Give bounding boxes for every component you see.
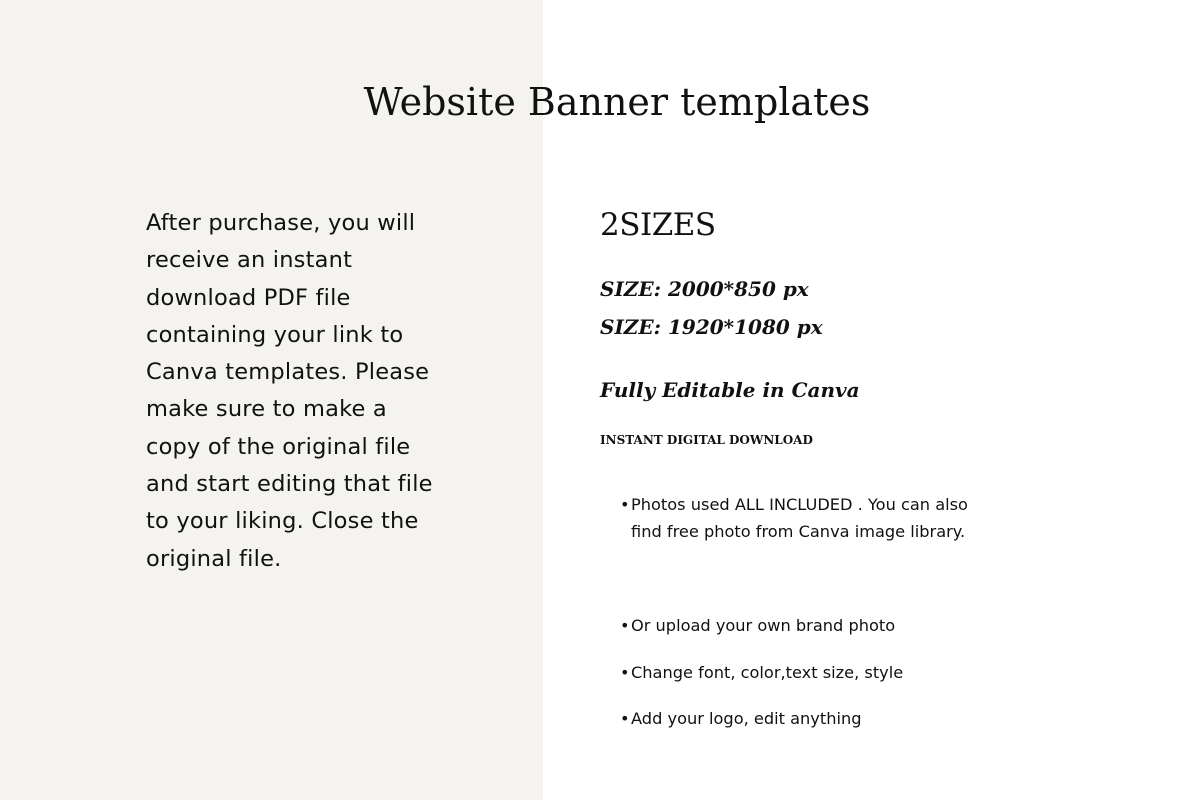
feature-item-upload: • Or upload your own brand photo bbox=[620, 612, 971, 639]
editable-note: Fully Editable in Canva bbox=[600, 378, 860, 402]
size-option-1: SIZE: 2000*850 px bbox=[600, 277, 809, 301]
feature-item-logo: • Add your logo, edit anything bbox=[620, 705, 971, 732]
intro-paragraph: After purchase, you will receive an instant download PDF file containing your link to Canva templates. Please make sure to make a copy of the original file and start editing that file to your liking. Close the original file. bbox=[146, 210, 433, 572]
sizes-heading: 2SIZES bbox=[600, 207, 716, 243]
feature-item-photos: • Photos used ALL INCLUDED . You can also find free photo from Canva image library. bbox=[620, 491, 971, 545]
page-title: Website Banner templates bbox=[363, 80, 871, 124]
size-option-2: SIZE: 1920*1080 px bbox=[600, 315, 823, 339]
feature-item-fonts: • Change font, color,text size, style bbox=[620, 659, 971, 686]
instant-download-label: INSTANT DIGITAL DOWNLOAD bbox=[600, 433, 813, 447]
